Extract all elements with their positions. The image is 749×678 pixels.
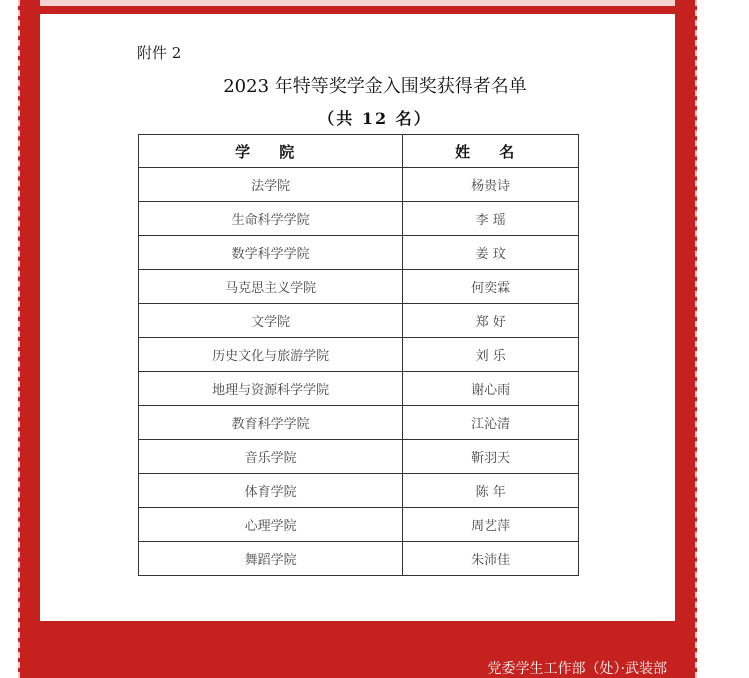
table-row xyxy=(139,440,579,474)
document-title: 2023 年特等奖学金入围奖获得者名单 xyxy=(223,76,527,97)
table-row xyxy=(139,304,579,338)
name-cell: 周艺萍 xyxy=(403,508,579,542)
table-row xyxy=(139,168,579,202)
name-cell: 刘 乐 xyxy=(403,338,579,372)
table-row xyxy=(139,542,579,576)
name-cell: 郑 好 xyxy=(403,304,579,338)
left-dashed-border xyxy=(18,0,20,678)
college-cell: 心理学院 xyxy=(139,508,403,542)
college-cell: 舞蹈学院 xyxy=(139,542,403,576)
table-row xyxy=(139,508,579,542)
column-header-college: 学 院 xyxy=(139,135,403,168)
college-cell: 体育学院 xyxy=(139,474,403,508)
table-row xyxy=(139,406,579,440)
table-row xyxy=(139,270,579,304)
name-cell: 何奕霖 xyxy=(403,270,579,304)
college-cell: 文学院 xyxy=(139,304,403,338)
right-margin xyxy=(697,0,749,678)
name-cell: 江沁清 xyxy=(403,406,579,440)
name-cell: 李 瑶 xyxy=(403,202,579,236)
table-row xyxy=(139,236,579,270)
name-cell: 朱沛佳 xyxy=(403,542,579,576)
table-row xyxy=(139,338,579,372)
attachment-label: 附件 2 xyxy=(137,44,182,62)
name-cell: 谢心雨 xyxy=(403,372,579,406)
college-cell: 历史文化与旅游学院 xyxy=(139,338,403,372)
college-cell: 教育科学学院 xyxy=(139,406,403,440)
college-cell: 地理与资源科学学院 xyxy=(139,372,403,406)
name-cell: 靳羽天 xyxy=(403,440,579,474)
college-cell: 数学科学学院 xyxy=(139,236,403,270)
table-row xyxy=(139,372,579,406)
table-row xyxy=(139,474,579,508)
college-cell: 法学院 xyxy=(139,168,403,202)
table-row xyxy=(139,202,579,236)
college-cell: 音乐学院 xyxy=(139,440,403,474)
count-note: （共 12 名） xyxy=(318,109,432,128)
name-cell: 杨贵诗 xyxy=(403,168,579,202)
table-header-row xyxy=(139,135,579,168)
college-cell: 马克思主义学院 xyxy=(139,270,403,304)
right-dashed-border xyxy=(695,0,697,678)
winners-table xyxy=(138,134,579,576)
column-header-name: 姓 名 xyxy=(403,135,579,168)
name-cell: 陈 年 xyxy=(403,474,579,508)
top-decorative-bar xyxy=(40,0,675,6)
college-cell: 生命科学学院 xyxy=(139,202,403,236)
name-cell: 姜 玟 xyxy=(403,236,579,270)
left-margin xyxy=(0,0,18,678)
footer-department: 党委学生工作部（处）·武装部 xyxy=(487,661,667,677)
